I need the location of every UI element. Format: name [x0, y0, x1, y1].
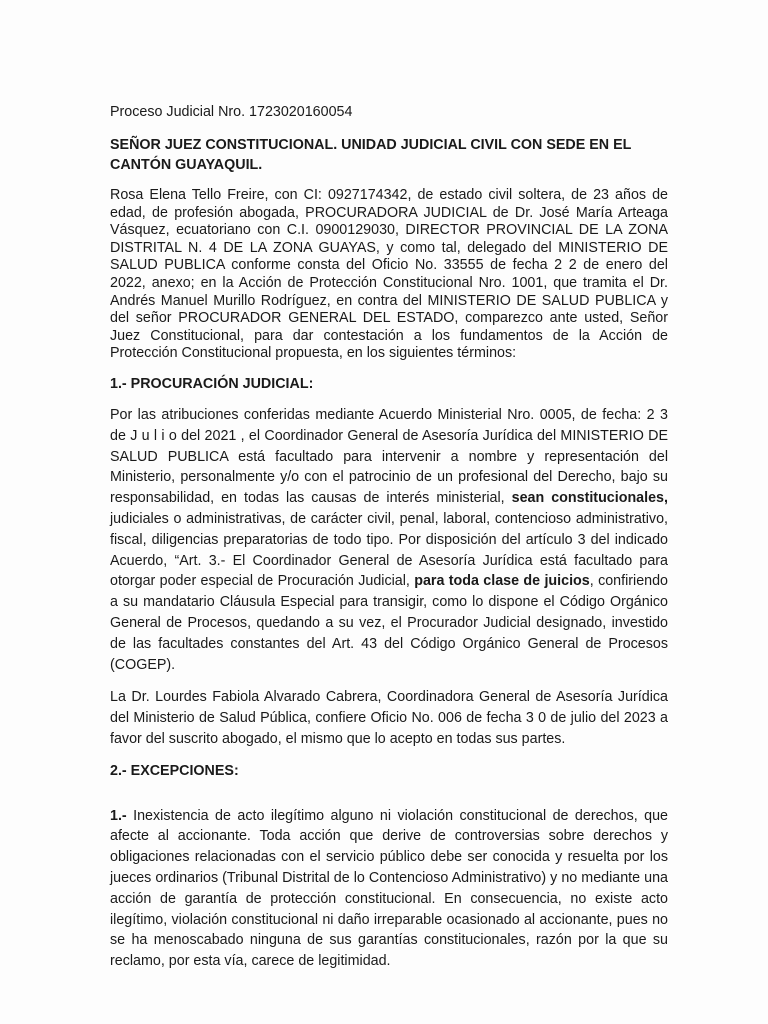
- section-2-title: 2.- EXCEPCIONES:: [110, 762, 239, 779]
- section-1-text-c: , confiriendo a su mandatario Cláusula Especial para transigir, como lo dispone el Código Orgánico General de Procesos, quedando a su vez, el Procurador Judicial designado, investido de las facultades constantes del Art. 43 del Código Orgánico General de Procesos (COGEP).: [110, 573, 669, 673]
- section-1-title: 1.- PROCURACIÓN JUDICIAL:: [110, 375, 314, 392]
- intro-paragraph: Rosa Elena Tello Freire, con CI: 0927174342, de estado civil soltera, de 23 años de edad, de profesión abogada, PROCURADORA JUDICIAL de Dr. José María Arteaga Vásquez, ecuatoriano con C.I. 0900129030, DIRECTOR PROVINCIAL DE LA ZONA DISTRITAL N. 4 DE LA ZONA GUAYAS, y como tal, delegado del MINISTERIO DE SALUD PUBLICA conforme consta del Oficio No. 33555 de fecha 2 2 de enero del 2022, anexo; en la Acción de Protección Constitucional Nro. 1001, que tramita el Dr. Andrés Manuel Murillo Rodríguez, en contra del MINISTERIO DE SALUD PUBLICA y del señor PROCURADOR GENERAL DEL ESTADO, comparezco ante usted, Señor Juez Constitucional, para dar contestación a los fundamentos de la Acción de Protección Constitucional propuesta, en los siguientes términos:: [110, 187, 668, 362]
- section-1-paragraph-2: La Dr. Lourdes Fabiola Alvarado Cabrera, Coordinadora General de Asesoría Jurídica del Ministerio de Salud Pública, confiere Oficio No. 006 de fecha 3 0 de julio del 2023 a favor del suscrito abogado, el mismo que lo acepto en todas sus partes.: [110, 689, 668, 747]
- case-number: Proceso Judicial Nro. 1723020160054: [110, 104, 353, 120]
- exception-number: 1.-: [110, 807, 127, 824]
- section-1-paragraph-1: [110, 405, 668, 675]
- court-heading: SEÑOR JUEZ CONSTITUCIONAL. UNIDAD JUDICIAL CIVIL CON SEDE EN EL CANTÓN GUAYAQUIL.: [110, 137, 632, 173]
- section-2-paragraph-1: [110, 806, 668, 972]
- section-1-text-b: judiciales o administrativas, de carácter civil, penal, laboral, contencioso administrativo, fiscal, diligencias preparatorias de todo tipo. Por disposición del artículo 3 del indicado Acuerdo, “Art. 3.- El Coordinador General de Asesoría Jurídica está facultado para otorgar poder especial de Procuración Judicial,: [110, 510, 668, 590]
- section-1-bold-all-trials: para toda clase de juicios: [414, 573, 590, 590]
- section-1-text-a: Por las atribuciones conferidas mediante Acuerdo Ministerial Nro. 0005, de fecha: 2 3 de J u l i o del 2021 , el Coordinador General de Asesoría Jurídica del MINISTERIO DE SALUD PUBLICA está facultado para intervenir a nombre y representación del Ministerio, personalmente y/o con el patrocinio de un profesional del Derecho, bajo su responsabilidad, en todas las causas de interés ministerial,: [110, 406, 668, 507]
- exception-text: Inexistencia de acto ilegítimo alguno ni violación constitucional de derechos, que afecte al accionante. Toda acción que derive de controversias sobre derechos y obligaciones relacionadas con el servicio público debe ser conocida y resuelta por los jueces ordinarios (Tribunal Distrital de lo Contencioso Administrativo) y no mediante una acción de garantía de protección constitucional. En consecuencia, no existe acto ilegítimo, violación constitucional ni daño irreparable ocasionado al accionante, pues no se ha menoscabado ninguna de sus garantías constitucionales, razón por la que su reclamo, por esta vía, carece de legitimidad.: [110, 807, 668, 970]
- section-1-bold-constitutional: sean constitucionales,: [511, 490, 668, 507]
